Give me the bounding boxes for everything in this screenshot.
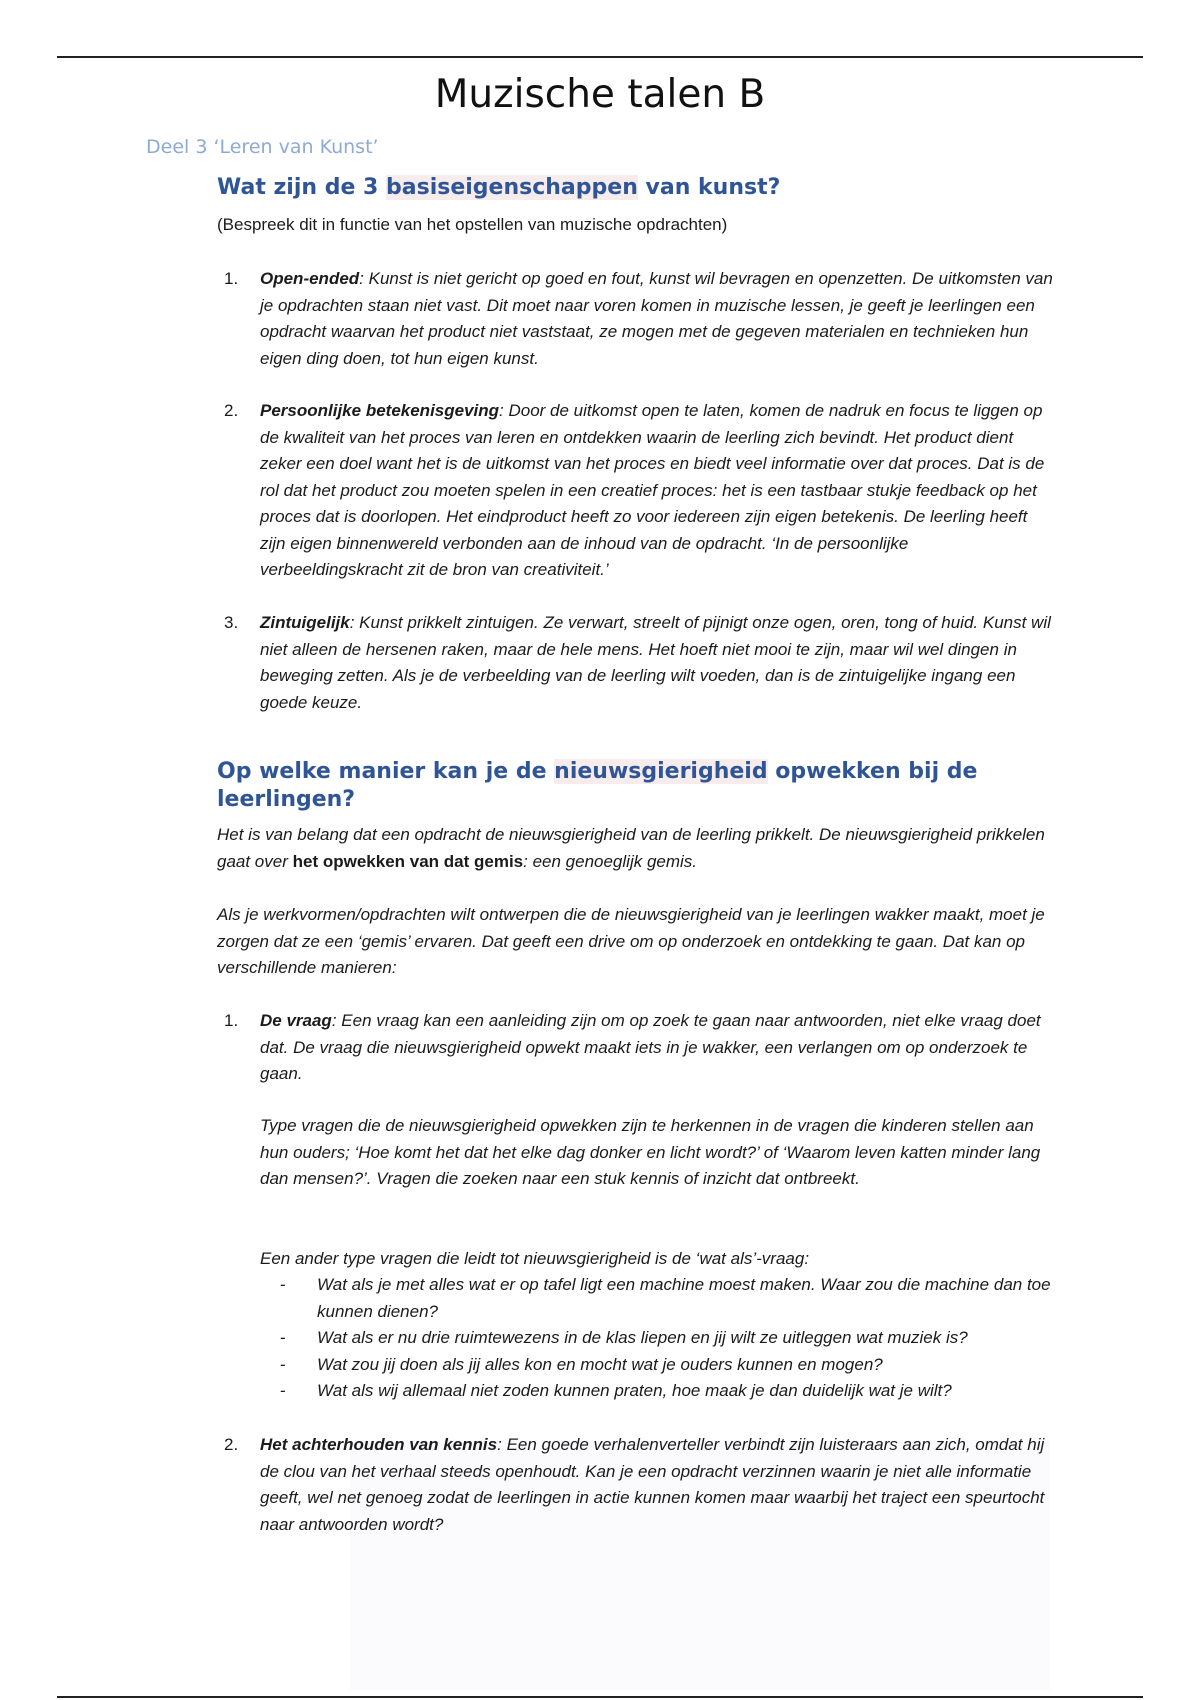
list-text: : Kunst is niet gericht op goed en fout, kunst wil bevragen en openzetten. De uitkomsten van je opdrachten staan niet vast. Dit moet naar voren komen in muzische lessen, je geeft je leerlingen een opdracht waarvan het product niet vaststaat, ze mogen met de gegeven materialen en technieken hun eigen ding doen, tot hun eigen kunst.	[260, 269, 1053, 368]
question-2-heading: Op welke manier kan je de nieuwsgierigheid opwekken bij de leerlingen?	[217, 759, 978, 812]
question-1	[217, 174, 1053, 202]
list-item	[217, 1432, 1053, 1538]
question-paragraph: Een ander type vragen die leidt tot nieuwsgierigheid is de ‘wat als’-vraag:	[260, 1249, 810, 1268]
list-item	[217, 398, 1053, 584]
question-paragraph: Type vragen die de nieuwsgierigheid opwekken zijn te herkennen in de vragen die kinderen stellen aan hun ouders; ‘Hoe komt het dat het elke dag donker en licht wordt?’ of ‘Waarom leven katten minder lang dan mensen?’. Vragen die zoeken naar een stuk kennis of inzicht dat ontbreekt.	[260, 1116, 1041, 1188]
list-item	[217, 266, 1053, 372]
section-heading: Deel 3 ‘Leren van Kunst’	[146, 136, 379, 158]
bullet-item: - Wat als je met alles wat er op tafel ligt een machine moest maken. Waar zou die machine dan toe kunnen dienen?	[280, 1275, 1051, 1321]
list-number: 1.	[224, 1011, 239, 1030]
list-text: : Een vraag kan een aanleiding zijn om op zoek te gaan naar antwoorden, niet elke vraag doet dat. De vraag die nieuwsgierigheid opwekt maakt iets in je wakker, een verlangen om op onderzoek te gaan.	[260, 1011, 1041, 1083]
list-term: Zintuigelijk	[260, 613, 350, 632]
list-item	[217, 610, 1053, 716]
top-rule	[57, 56, 1143, 58]
question-2-paragraph: Als je werkvormen/opdrachten wilt ontwerpen die de nieuwsgierigheid van je leerlingen wakker maakt, moet je zorgen dat ze een ‘gemis’ ervaren. Dat geeft een drive om op onderzoek en ontdekking te gaan. Dat kan op verschillende manieren:	[217, 905, 1045, 977]
list-text: : Door de uitkomst open te laten, komen de nadruk en focus te liggen op de kwaliteit van het proces van leren en ontdekken waarin de leerling zich bevindt. Het product dient zeker een doel want het is de uitkomst van het proces en biedt veel informatie over dat proces. Dat is de rol dat het product zou moeten spelen in een creatief proces: het is een tastbaar stukje feedback op het proces dat is doorlopen. Het eindproduct heeft zo voor iedereen zijn eigen betekenis. De leerling heeft zijn eigen binnenwereld verbonden aan de inhoud van de opdracht. ‘In de persoonlijke verbeeldingskracht zit de bron van creativiteit.’	[260, 401, 1045, 579]
list-number: 3.	[224, 613, 239, 632]
question-2	[217, 758, 997, 814]
bottom-rule	[57, 1696, 1143, 1698]
question-1-subtitle: (Bespreek dit in functie van het opstellen van muzische opdrachten)	[217, 215, 728, 234]
list-term: Open-ended	[260, 269, 360, 288]
list-term: Persoonlijke betekenisgeving	[260, 401, 500, 420]
question-1-heading: Wat zijn de 3 basiseigenschappen van kunst?	[217, 175, 781, 200]
bullet-item: - Wat als er nu drie ruimtewezens in de klas liepen en jij wilt ze uitleggen wat muziek is?	[280, 1328, 968, 1347]
list-number: 2.	[224, 1435, 239, 1454]
bullet-list	[217, 1272, 1053, 1405]
list-term: De vraag	[260, 1011, 332, 1030]
list-text: : Kunst prikkelt zintuigen. Ze verwart, streelt of pijnigt onze ogen, oren, tong of huid. Kunst wil niet alleen de hersenen raken, maar de hele mens. Het hoeft niet mooi te zijn, maar wil wel dingen in beweging zetten. Als je de verbeelding van de leerling wilt voeden, dan is de zintuigelijke ingang een goede keuze.	[260, 613, 1051, 712]
bullet-item: - Wat zou jij doen als jij alles kon en mocht wat je ouders kunnen en mogen?	[280, 1354, 883, 1374]
list-number: 1.	[224, 269, 239, 288]
list-item	[217, 1008, 1053, 1088]
page-title: Muzische talen B	[434, 72, 766, 117]
list-term: Het achterhouden van kennis	[260, 1435, 498, 1454]
bullet-item: - Wat als wij allemaal niet zoden kunnen praten, hoe maak je dan duidelijk wat je wilt?	[280, 1381, 952, 1400]
list-number: 2.	[224, 401, 239, 420]
list-text: : Een goede verhalenverteller verbindt zijn luisteraars aan zich, omdat hij de clou van het verhaal steeds openhoudt. Kan je een opdracht verzinnen waarin je niet alle informatie geeft, wel net genoeg zodat de leerlingen in actie kunnen komen maar waarbij het traject een speurtocht naar antwoorden wordt?	[260, 1435, 1045, 1534]
question-2-intro: Het is van belang dat een opdracht de nieuwsgierigheid van de leerling prikkelt. De nieuwsgierigheid prikkelen gaat over het opwekken van dat gemis: een genoeglijk gemis.	[217, 825, 1045, 871]
